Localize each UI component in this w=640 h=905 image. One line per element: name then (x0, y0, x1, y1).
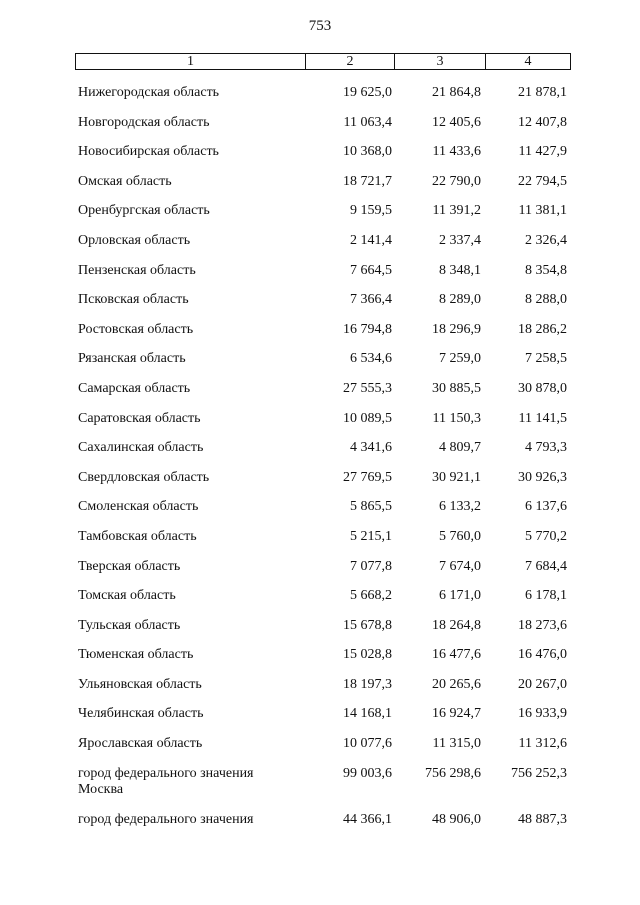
region-name: Тюменская область (78, 647, 194, 663)
value-column-3: 11 150,3 (432, 410, 481, 426)
region-name: Тверская область (78, 558, 181, 574)
table-row (0, 731, 640, 761)
value-column-4: 7 258,5 (525, 351, 567, 367)
value-column-2: 11 063,4 (343, 114, 392, 130)
value-column-2: 6 534,6 (350, 351, 392, 367)
table-row (0, 642, 640, 672)
region-name: Псковская область (78, 292, 189, 308)
value-column-3: 8 348,1 (439, 262, 481, 278)
value-column-4: 4 793,3 (525, 440, 567, 456)
value-column-2: 19 625,0 (343, 85, 392, 100)
region-name: Рязанская область (78, 351, 186, 367)
region-name: Омская область (78, 173, 172, 189)
value-column-2: 7 664,5 (350, 262, 392, 278)
table-row (0, 317, 640, 347)
value-column-2: 16 794,8 (343, 321, 392, 337)
region-name: Ярославская область (78, 736, 203, 752)
value-column-4: 8 354,8 (525, 262, 567, 278)
value-column-2: 5 668,2 (350, 588, 392, 604)
value-column-4: 11 312,6 (518, 736, 567, 752)
table-row (0, 80, 640, 110)
region-name: Тамбовская область (78, 528, 197, 544)
value-column-4: 48 887,3 (518, 811, 567, 827)
value-column-3: 22 790,0 (432, 173, 481, 189)
value-column-2: 9 159,5 (350, 203, 392, 219)
table-row (0, 807, 640, 837)
value-column-2: 27 555,3 (343, 380, 392, 396)
table-row (0, 169, 640, 199)
value-column-3: 2 337,4 (439, 232, 481, 248)
value-column-2: 10 368,0 (343, 144, 392, 160)
value-column-2: 15 028,8 (343, 647, 392, 663)
table-row (0, 139, 640, 169)
region-name: Смоленская область (78, 499, 199, 515)
value-column-4: 756 252,3 (511, 765, 567, 781)
region-name: Ростовская область (78, 321, 194, 337)
value-column-4: 11 141,5 (518, 410, 567, 426)
value-column-2: 2 141,4 (350, 232, 392, 248)
value-column-2: 10 077,6 (343, 736, 392, 752)
value-column-3: 11 315,0 (432, 736, 481, 752)
value-column-3: 5 760,0 (439, 528, 481, 544)
region-name: Тульская область (78, 617, 181, 633)
table-row (0, 494, 640, 524)
value-column-4: 11 427,9 (518, 144, 567, 160)
value-column-2: 7 077,8 (350, 558, 392, 574)
value-column-2: 18 197,3 (343, 676, 392, 692)
region-name: Томская область (78, 588, 176, 604)
value-column-3: 30 921,1 (432, 469, 481, 485)
value-column-3: 16 924,7 (432, 706, 481, 722)
value-column-3: 11 391,2 (432, 203, 481, 219)
table-row (0, 376, 640, 406)
table-row (0, 287, 640, 317)
table-row (0, 406, 640, 436)
region-name: Орловская область (78, 232, 191, 248)
region-name: Новгородская область (78, 114, 210, 130)
value-column-3: 7 259,0 (439, 351, 481, 367)
table-row (0, 672, 640, 702)
value-column-3: 4 809,7 (439, 440, 481, 456)
table-row (0, 435, 640, 465)
value-column-4: 30 878,0 (518, 380, 567, 396)
table-row (0, 524, 640, 554)
table-row (0, 761, 640, 807)
value-column-4: 21 878,1 (518, 85, 567, 100)
table-row (0, 554, 640, 584)
table-row (0, 110, 640, 140)
region-name: Самарская область (78, 380, 191, 396)
value-column-4: 5 770,2 (525, 528, 567, 544)
value-column-3: 6 133,2 (439, 499, 481, 515)
value-column-2: 10 089,5 (343, 410, 392, 426)
value-column-2: 4 341,6 (350, 440, 392, 456)
table-row (0, 583, 640, 613)
value-column-4: 8 288,0 (525, 292, 567, 308)
value-column-2: 18 721,7 (343, 173, 392, 189)
table-row (0, 465, 640, 495)
value-column-3: 11 433,6 (432, 144, 481, 160)
value-column-3: 756 298,6 (425, 765, 481, 781)
table-row (0, 613, 640, 643)
column-header-3: 3 (394, 54, 485, 69)
column-header-4: 4 (485, 54, 570, 69)
region-name: Свердловская область (78, 469, 210, 485)
value-column-3: 21 864,8 (432, 85, 481, 100)
value-column-4: 20 267,0 (518, 676, 567, 692)
value-column-4: 30 926,3 (518, 469, 567, 485)
value-column-4: 6 178,1 (525, 588, 567, 604)
value-column-3: 18 296,9 (432, 321, 481, 337)
value-column-2: 5 215,1 (350, 528, 392, 544)
table-row (0, 228, 640, 258)
table-body (0, 80, 640, 836)
value-column-3: 6 171,0 (439, 588, 481, 604)
table-row (0, 258, 640, 288)
table-row (0, 346, 640, 376)
region-name: Нижегородская область (78, 85, 220, 100)
region-name: Оренбургская область (78, 203, 210, 219)
value-column-4: 22 794,5 (518, 173, 567, 189)
value-column-3: 30 885,5 (432, 380, 481, 396)
column-header-1: 1 (187, 53, 194, 69)
page-number: 753 (308, 18, 332, 34)
value-column-4: 6 137,6 (525, 499, 567, 515)
value-column-3: 48 906,0 (432, 811, 481, 827)
value-column-4: 18 273,6 (518, 617, 567, 633)
value-column-3: 16 477,6 (432, 647, 481, 663)
table-row (0, 198, 640, 228)
value-column-3: 12 405,6 (432, 114, 481, 130)
value-column-2: 14 168,1 (343, 706, 392, 722)
column-header-2: 2 (305, 54, 394, 69)
region-name: Саратовская область (78, 410, 201, 426)
region-name: Челябинская область (78, 706, 204, 722)
value-column-2: 27 769,5 (343, 469, 392, 485)
value-column-2: 5 865,5 (350, 499, 392, 515)
value-column-2: 44 366,1 (343, 811, 392, 827)
region-name: город федерального значения Москва (78, 765, 254, 797)
region-name: Пензенская область (78, 262, 196, 278)
value-column-3: 20 265,6 (432, 676, 481, 692)
value-column-4: 18 286,2 (518, 321, 567, 337)
region-name: Сахалинская область (78, 440, 204, 456)
region-name: город федерального значения (78, 811, 254, 827)
value-column-4: 7 684,4 (525, 558, 567, 574)
region-name: Ульяновская область (78, 676, 202, 692)
value-column-3: 18 264,8 (432, 617, 481, 633)
value-column-3: 7 674,0 (439, 558, 481, 574)
value-column-2: 99 003,6 (343, 765, 392, 781)
value-column-2: 15 678,8 (343, 617, 392, 633)
column-number-header (75, 53, 571, 70)
region-name: Новосибирская область (78, 144, 219, 160)
table-row (0, 701, 640, 731)
value-column-4: 11 381,1 (518, 203, 567, 219)
value-column-4: 12 407,8 (518, 114, 567, 130)
value-column-2: 7 366,4 (350, 292, 392, 308)
value-column-4: 16 933,9 (518, 706, 567, 722)
value-column-4: 2 326,4 (525, 232, 567, 248)
value-column-3: 8 289,0 (439, 292, 481, 308)
value-column-4: 16 476,0 (518, 647, 567, 663)
